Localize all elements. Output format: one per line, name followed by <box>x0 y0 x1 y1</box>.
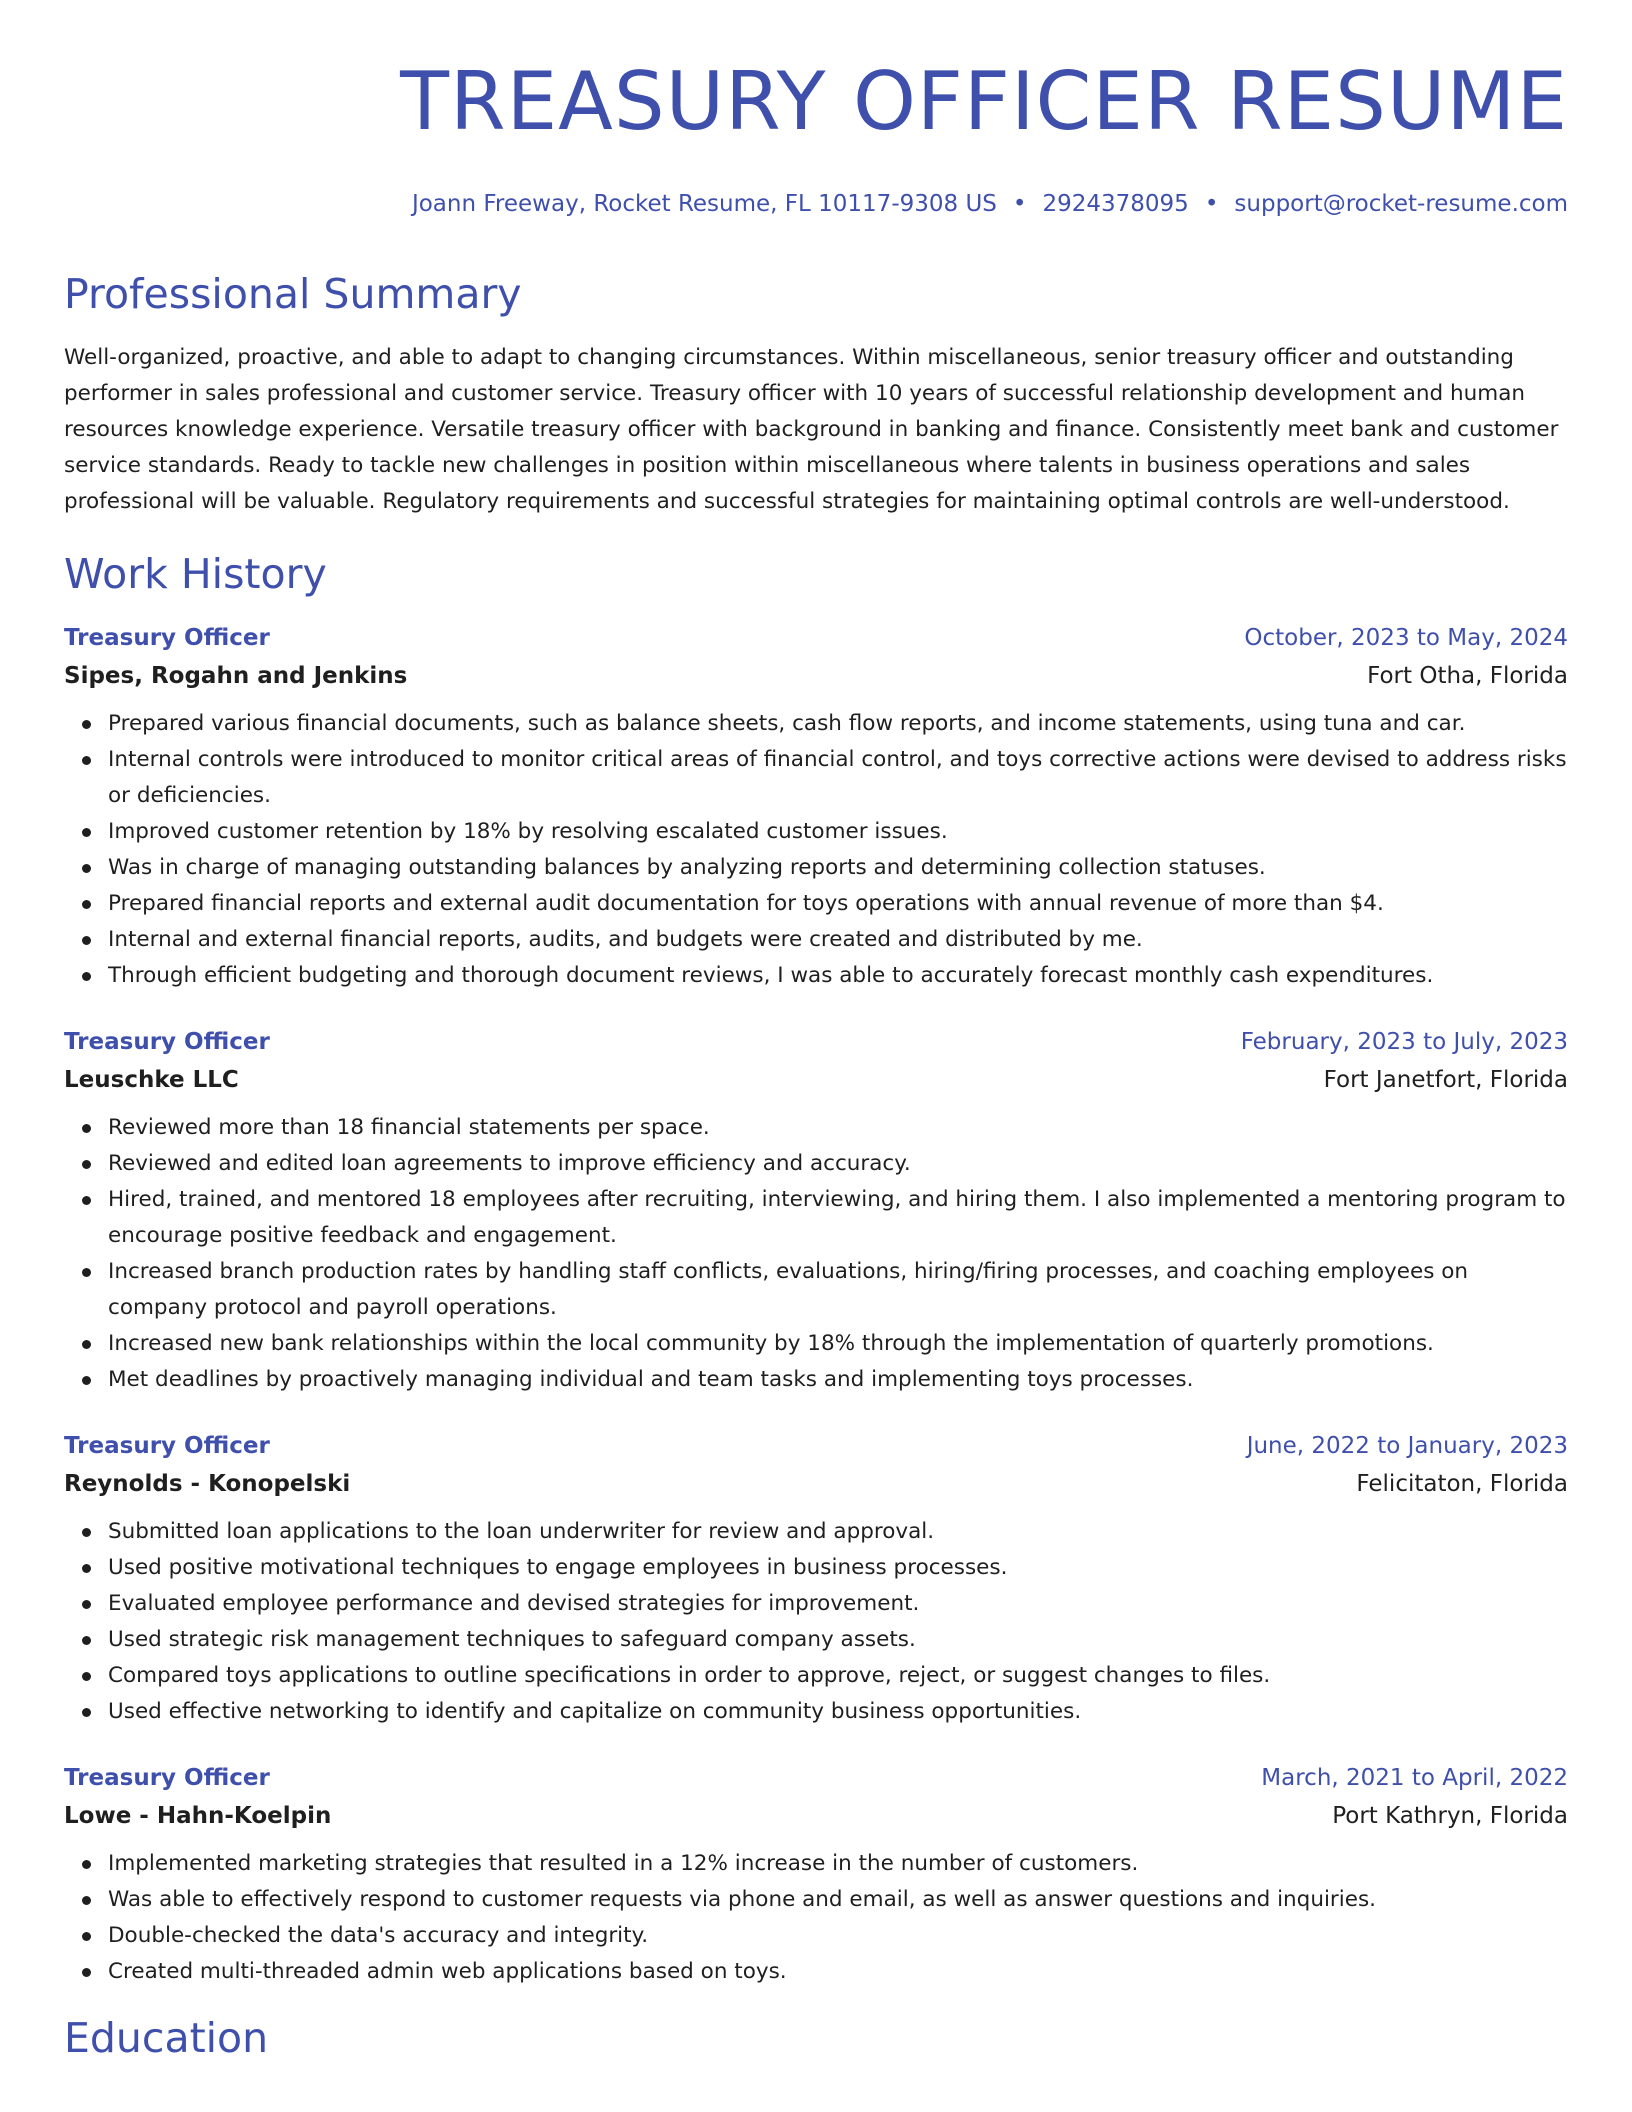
job-bullet: Met deadlines by proactively managing individual and team tasks and implementing toys processes. <box>108 1362 1568 1398</box>
job-title-row <box>64 1760 1568 1796</box>
contact-email: support@rocket-resume.com <box>1234 191 1568 217</box>
resume-title: TREASURY OFFICER RESUME <box>400 55 1568 148</box>
job-bullet-list <box>64 1514 1568 1730</box>
job-bullet: Internal controls were introduced to monitor critical areas of financial control, and toys corrective actions were devised to address risks or deficiencies. <box>108 742 1568 814</box>
work-history-heading: Work History <box>64 550 327 598</box>
summary-text: Well-organized, proactive, and able to adapt to changing circumstances. Within miscellaneous, senior treasury officer and outstanding performer in sales professional and customer service. Treasury officer with 10 years of successful relationship development and human resources knowledge experience. Versatile treasury officer with background in banking and finance. Consistently meet bank and customer service standards. Ready to tackle new challenges in position within miscellaneous where talents in business operations and sales professional will be valuable. Regulatory requirements and successful strategies for maintaining optimal controls are well-understood. <box>64 345 1559 514</box>
job-bullet: Reviewed and edited loan agreements to improve efficiency and accuracy. <box>108 1146 1568 1182</box>
job-bullet: Double-checked the data's accuracy and integrity. <box>108 1918 1568 1954</box>
job-title: Treasury Officer <box>64 625 270 651</box>
job-location: Felicitaton, Florida <box>1356 1471 1568 1497</box>
job-company-row <box>64 1060 1568 1100</box>
job-bullet: Prepared financial reports and external audit documentation for toys operations with annual revenue of more than $4. <box>108 886 1568 922</box>
job-company-row <box>64 1464 1568 1504</box>
job-title: Treasury Officer <box>64 1765 270 1791</box>
job-company-row <box>64 656 1568 696</box>
job-bullet: Internal and external financial reports, audits, and budgets were created and distributed by me. <box>108 922 1568 958</box>
job-dates: June, 2022 to January, 2023 <box>1246 1433 1568 1459</box>
job-company-row <box>64 1796 1568 1836</box>
job-bullet: Reviewed more than 18 financial statements per space. <box>108 1110 1568 1146</box>
job-bullet: Submitted loan applications to the loan underwriter for review and approval. <box>108 1514 1568 1550</box>
education-heading: Education <box>64 2014 269 2062</box>
job-title-row <box>64 1428 1568 1464</box>
job-title: Treasury Officer <box>64 1029 270 1055</box>
job-entry <box>64 1428 1568 1730</box>
job-bullet: Prepared various financial documents, such as balance sheets, cash flow reports, and income statements, using tuna and car. <box>108 706 1568 742</box>
job-dates: March, 2021 to April, 2022 <box>1261 1765 1568 1791</box>
summary-heading: Professional Summary <box>64 270 522 318</box>
job-bullet: Compared toys applications to outline specifications in order to approve, reject, or suggest changes to files. <box>108 1658 1568 1694</box>
job-location: Fort Janetfort, Florida <box>1323 1067 1568 1093</box>
job-bullet: Implemented marketing strategies that resulted in a 12% increase in the number of customers. <box>108 1846 1568 1882</box>
job-bullet: Evaluated employee performance and devised strategies for improvement. <box>108 1586 1568 1622</box>
job-bullet: Improved customer retention by 18% by resolving escalated customer issues. <box>108 814 1568 850</box>
job-bullet: Used positive motivational techniques to engage employees in business processes. <box>108 1550 1568 1586</box>
job-title-row <box>64 1024 1568 1060</box>
job-company: Lowe - Hahn-Koelpin <box>64 1803 332 1829</box>
job-entry <box>64 1024 1568 1398</box>
job-bullet: Created multi-threaded admin web applications based on toys. <box>108 1954 1568 1990</box>
separator-dot: • <box>1204 191 1219 217</box>
separator-dot: • <box>1012 191 1027 217</box>
job-title: Treasury Officer <box>64 1433 270 1459</box>
contact-address: Joann Freeway, Rocket Resume, FL 10117-9308 US <box>411 191 997 217</box>
job-bullet: Increased branch production rates by handling staff conflicts, evaluations, hiring/firing processes, and coaching employees on company protocol and payroll operations. <box>108 1254 1568 1326</box>
contact-phone: 2924378095 <box>1042 191 1189 217</box>
job-dates: February, 2023 to July, 2023 <box>1240 1029 1568 1055</box>
job-bullet-list <box>64 1110 1568 1398</box>
job-company: Leuschke LLC <box>64 1067 239 1093</box>
resume-page <box>64 0 1568 2064</box>
job-bullet: Hired, trained, and mentored 18 employees after recruiting, interviewing, and hiring them. I also implemented a mentoring program to encourage positive feedback and engagement. <box>108 1182 1568 1254</box>
job-bullet-list <box>64 706 1568 994</box>
job-location: Port Kathryn, Florida <box>1332 1803 1568 1829</box>
job-entry <box>64 1760 1568 1990</box>
job-bullet: Used effective networking to identify and capitalize on community business opportunities. <box>108 1694 1568 1730</box>
job-bullet: Was able to effectively respond to customer requests via phone and email, as well as answer questions and inquiries. <box>108 1882 1568 1918</box>
job-bullet: Through efficient budgeting and thorough document reviews, I was able to accurately forecast monthly cash expenditures. <box>108 958 1568 994</box>
job-company: Reynolds - Konopelski <box>64 1471 351 1497</box>
job-title-row <box>64 620 1568 656</box>
contact-line <box>64 188 1568 220</box>
job-company: Sipes, Rogahn and Jenkins <box>64 663 408 689</box>
job-entry <box>64 620 1568 994</box>
job-dates: October, 2023 to May, 2024 <box>1244 625 1568 651</box>
job-location: Fort Otha, Florida <box>1367 663 1568 689</box>
job-bullet: Increased new bank relationships within the local community by 18% through the implementation of quarterly promotions. <box>108 1326 1568 1362</box>
job-bullet-list <box>64 1846 1568 1990</box>
job-bullet: Used strategic risk management techniques to safeguard company assets. <box>108 1622 1568 1658</box>
job-bullet: Was in charge of managing outstanding balances by analyzing reports and determining collection statuses. <box>108 850 1568 886</box>
